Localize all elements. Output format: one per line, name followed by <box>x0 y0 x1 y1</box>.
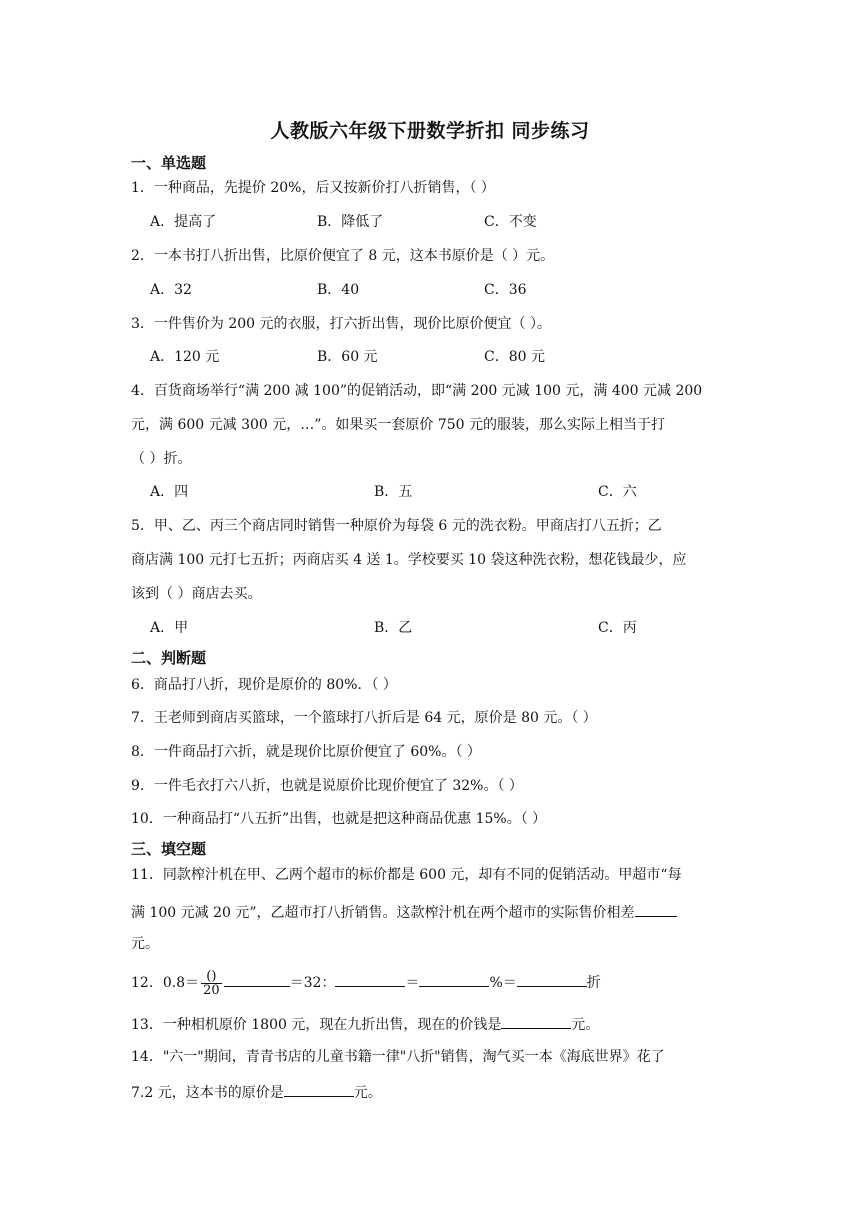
option-a[interactable]: A．120 元 <box>150 349 220 365</box>
option-b[interactable]: B．60 元 <box>317 349 378 365</box>
option-b[interactable]: B．降低了 <box>317 214 384 230</box>
answer-blank[interactable] <box>517 971 587 987</box>
question-3: 3．一件售价为 200 元的衣服，打六折出售，现价比原价便宜（ ）。 <box>131 316 551 332</box>
answer-blank[interactable] <box>224 971 290 987</box>
page-title: 人教版六年级下册数学折扣 同步练习 <box>270 120 590 142</box>
option-c[interactable]: C．丙 <box>598 620 637 636</box>
option-b[interactable]: B．40 <box>317 282 360 298</box>
option-c[interactable]: C．36 <box>484 282 527 298</box>
question-5-line-3: 该到（ ）商店去买。 <box>131 586 262 602</box>
section-heading-fill-blank: 三、填空题 <box>131 840 207 858</box>
question-9: 9．一件毛衣打六八折，也就是说原价比现价便宜了 32%。（ ） <box>131 778 523 794</box>
question-14-line-2 <box>131 1081 731 1103</box>
question-6: 6．商品打八折，现价是原价的 80%．（ ） <box>131 677 397 693</box>
question-2: 2．一本书打八折出售，比原价便宜了 8 元，这本书原价是（ ）元。 <box>131 248 555 264</box>
fraction-numerator[interactable]: () <box>201 970 222 984</box>
fraction-denominator: 20 <box>203 982 220 998</box>
question-1-options <box>150 212 710 232</box>
option-c[interactable]: C．80 元 <box>484 349 545 365</box>
question-4-line-3: （ ）折。 <box>131 451 192 467</box>
equals-ratio: ＝32： <box>289 975 336 991</box>
fraction <box>201 970 222 997</box>
section-heading-single-choice: 一、单选题 <box>131 154 207 172</box>
percent-equals: %＝ <box>489 975 517 991</box>
question-11-line-2 <box>131 901 731 923</box>
question-14-line-1: 14．"六一"期间，青青书店的儿童书籍一律"八折"销售，淘气买一本《海底世界》花了 <box>131 1049 665 1065</box>
question-10: 10．一种商品打“八五折”出售，也就是把这种商品优惠 15%。（ ） <box>131 811 547 827</box>
question-8: 8．一件商品打六折，就是现价比原价便宜了 60%。（ ） <box>131 744 481 760</box>
question-13 <box>131 1013 731 1035</box>
question-11-line-3: 元。 <box>131 936 159 952</box>
question-4-line-1: 4．百货商场举行“满 200 减 100”的促销活动，即“满 200 元减 100 元，满 400 元减 200 <box>131 383 703 399</box>
answer-blank[interactable] <box>335 971 405 987</box>
option-a[interactable]: A．四 <box>150 484 189 500</box>
answer-blank[interactable] <box>419 971 489 987</box>
question-13-text: 13．一种相机原价 1800 元，现在九折出售，现在的价钱是 <box>131 1017 502 1033</box>
option-a[interactable]: A．提高了 <box>150 214 217 230</box>
question-2-options <box>150 280 710 300</box>
section-heading-true-false: 二、判断题 <box>131 649 207 667</box>
question-4-options <box>150 482 710 502</box>
question-5-line-2: 商店满 100 元打七五折；丙商店买 4 送 1。学校要买 10 袋这种洗衣粉，想花钱最少，应 <box>131 552 687 568</box>
equals-sign: ＝ <box>405 975 420 991</box>
question-11-line-1: 11．同款榨汁机在甲、乙两个超市的标价都是 600 元，却有不同的促销活动。甲超市“每 <box>131 867 682 883</box>
question-14-suffix: 元。 <box>353 1085 382 1101</box>
option-a[interactable]: A．甲 <box>150 620 189 636</box>
question-12 <box>131 968 731 998</box>
answer-blank[interactable] <box>635 901 677 917</box>
question-3-options <box>150 347 710 367</box>
question-11-text: 满 100 元减 20 元”，乙超市打八折销售。这款榨汁机在两个超市的实际售价相差 <box>131 905 635 921</box>
option-a[interactable]: A．32 <box>150 282 192 298</box>
answer-blank[interactable] <box>501 1013 571 1029</box>
question-12-suffix: 折 <box>586 975 601 991</box>
question-12-prefix: 12．0.8＝ <box>131 975 200 991</box>
question-13-suffix: 元。 <box>571 1017 600 1033</box>
option-c[interactable]: C．六 <box>598 484 637 500</box>
option-b[interactable]: B．乙 <box>374 620 413 636</box>
question-4-line-2: 元，满 600 元减 300 元，…”。如果买一套原价 750 元的服装，那么实际上相当于打 <box>131 417 666 433</box>
question-1: 1．一种商品，先提价 20%，后又按新价打八折销售，（ ） <box>131 180 495 196</box>
question-14-text: 7.2 元，这本书的原价是 <box>131 1085 284 1101</box>
answer-blank[interactable] <box>284 1081 354 1097</box>
question-5-line-1: 5．甲、乙、丙三个商店同时销售一种原价为每袋 6 元的洗衣粉。甲商店打八五折；乙 <box>131 518 662 534</box>
option-b[interactable]: B．五 <box>374 484 413 500</box>
option-c[interactable]: C．不变 <box>484 214 537 230</box>
question-7: 7．王老师到商店买篮球，一个篮球打八折后是 64 元，原价是 80 元。（ ） <box>131 710 597 726</box>
question-5-options <box>150 618 710 638</box>
